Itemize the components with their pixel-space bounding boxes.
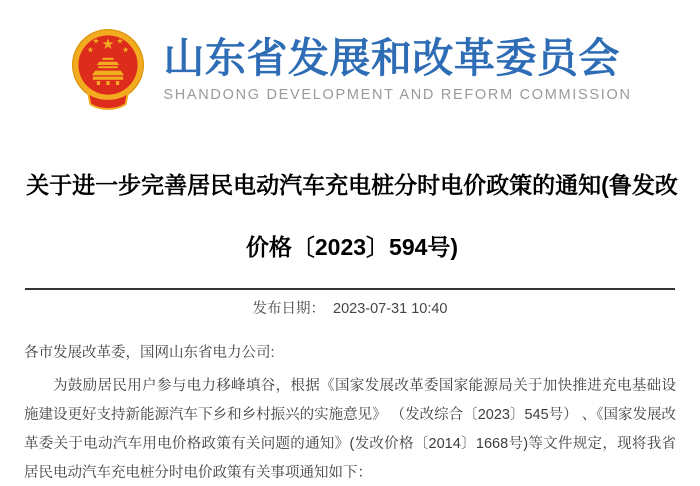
org-name-en: SHANDONG DEVELOPMENT AND REFORM COMMISSION [163,87,632,104]
title-divider [25,288,675,290]
site-header [0,0,700,111]
body-paragraph: 为鼓励居民用户参与电力移峰填谷，根据《国家发展改革委国家能源局关于加快推进充电基础设施建设更好支持新能源汽车下乡和乡村振兴的实施意见》 （发改综合〔2023〕545号） 、《国家发展改革委关于电动汽车用电价格政策有关问题的通知》(发改价格〔2014〕1668号)等文件规定，现将我省居民电动汽车充电桩分时电价政策有关事项通知如下： [24,378,676,481]
china-national-emblem-icon [68,27,148,111]
article-title: 关于进一步完善居民电动汽车充电桩分时电价政策的通知(鲁发改价格〔2023〕594号) [26,172,678,260]
publish-meta [24,299,676,319]
salutation: 各市发展改革委，国网山东省电力公司: [24,345,275,361]
org-name-zh: 山东省发展和改革委员会 [163,34,620,81]
publish-date-label: 发布日期： [252,301,325,317]
publish-date-value: 2023-07-31 10:40 [333,301,448,317]
org-name-block [163,35,631,103]
article-content [0,154,700,486]
